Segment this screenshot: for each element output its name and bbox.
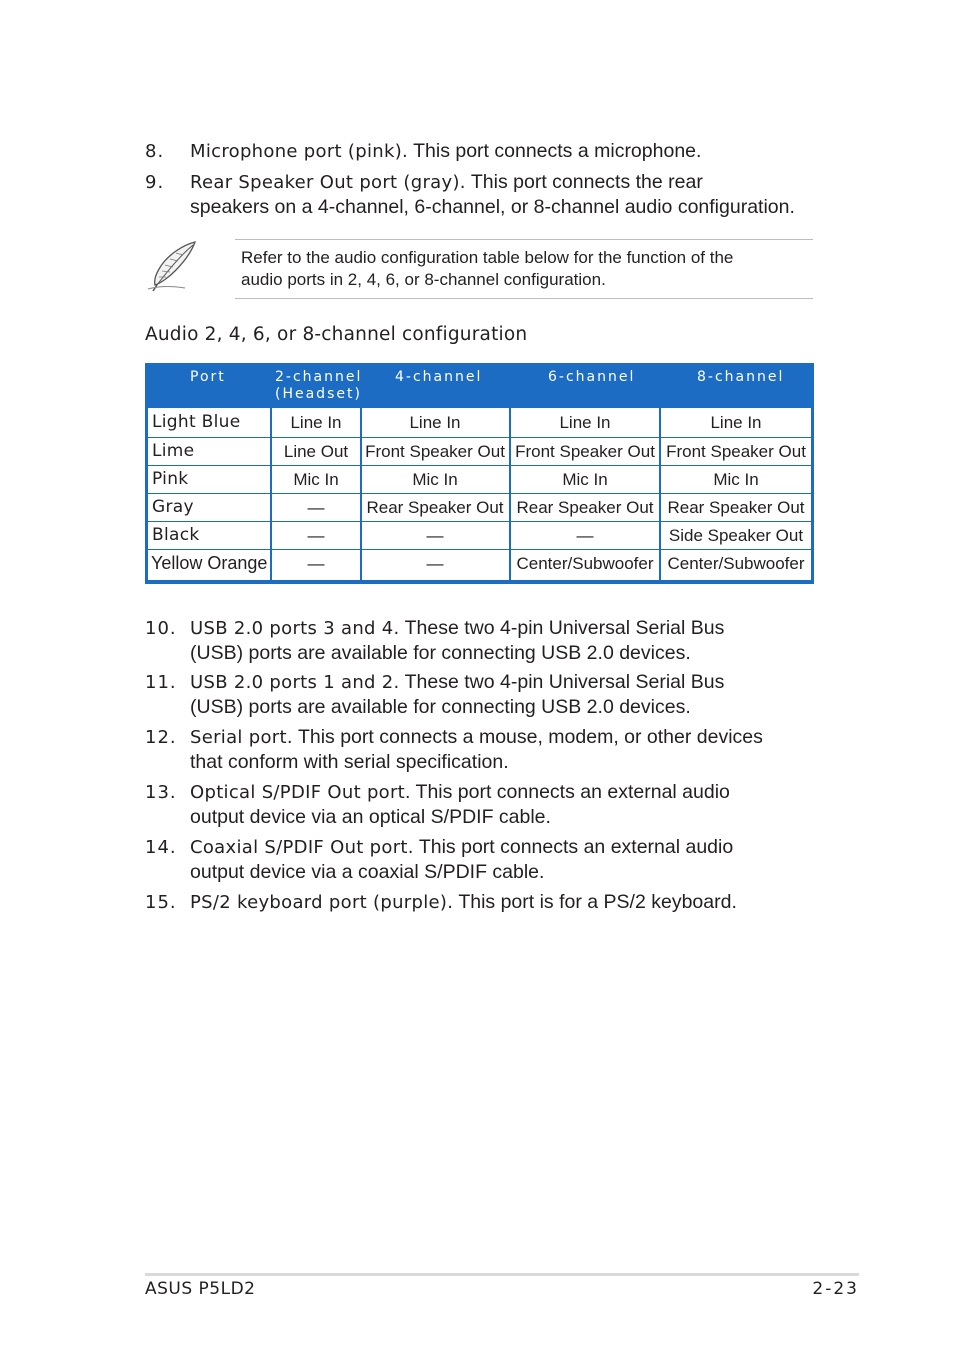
cell-port: Pink: [152, 469, 189, 489]
cell-2ch: Mic In: [293, 470, 339, 489]
item-heading: USB 2.0 ports 3 and 4.: [190, 618, 400, 639]
row-divider: [148, 493, 811, 494]
cell-6ch: Mic In: [562, 470, 608, 489]
list-item-usb-ports-1-2: [145, 670, 825, 719]
cell-2ch: —: [307, 526, 325, 545]
cell-2ch: —: [307, 554, 325, 573]
item-heading: USB 2.0 ports 1 and 2.: [190, 672, 400, 693]
note-text: [241, 247, 811, 291]
column-divider: [360, 408, 362, 580]
item-heading: Coaxial S/PDIF Out port.: [190, 837, 414, 858]
header-port: Port: [190, 369, 226, 385]
cell-port: Yellow Orange: [151, 553, 268, 573]
cell-2ch: Line In: [290, 413, 342, 432]
header-2-channel: [275, 369, 362, 403]
item-heading: Rear Speaker Out port (gray).: [190, 172, 466, 193]
list-item-rear-speaker-port: [145, 170, 825, 219]
list-item-ps2-keyboard: [145, 890, 825, 915]
item-heading: PS/2 keyboard port (purple).: [190, 892, 454, 913]
item-body: This port connects an external audio: [413, 836, 734, 858]
item-continuation: output device via a coaxial S/PDIF cable.: [190, 861, 545, 883]
item-continuation: output device via an optical S/PDIF cable.: [190, 806, 551, 828]
table-header: [145, 363, 814, 407]
note-line-1: Refer to the audio configuration table below for the function of the: [241, 248, 734, 267]
row-divider: [148, 549, 811, 550]
list-item-usb-ports-3-4: [145, 616, 825, 665]
note-line-2: audio ports in 2, 4, 6, or 8-channel configuration.: [241, 270, 606, 289]
footer-rule: [145, 1273, 859, 1276]
item-continuation: speakers on a 4-channel, 6-channel, or 8-channel audio configuration.: [190, 196, 795, 218]
table-row: [148, 466, 811, 493]
table-row: [148, 409, 811, 436]
item-number: 12.: [145, 727, 177, 748]
footer-page-number: 2-23: [812, 1279, 859, 1299]
item-body: These two 4-pin Universal Serial Bus: [399, 617, 725, 639]
header-2-channel-line2: (Headset): [275, 386, 362, 402]
cell-6ch: Rear Speaker Out: [516, 498, 654, 517]
cell-port: Lime: [152, 441, 195, 461]
cell-4ch: Line In: [409, 413, 461, 432]
table-row: [148, 438, 811, 465]
table-row: [148, 550, 811, 577]
item-body: . This port connects an external audio: [405, 781, 730, 803]
item-number: 14.: [145, 837, 177, 858]
item-body: This port connects a microphone.: [408, 140, 702, 162]
section-title: Audio 2, 4, 6, or 8-channel configuration: [145, 324, 528, 345]
audio-config-table: [145, 363, 814, 584]
cell-port: Gray: [152, 497, 194, 517]
item-body: This port connects a mouse, modem, or other devices: [292, 726, 763, 748]
cell-8ch: Mic In: [713, 470, 759, 489]
item-number: 15.: [145, 892, 177, 913]
cell-2ch: —: [307, 498, 325, 517]
header-4-channel: 4-channel: [395, 369, 483, 385]
table-body: [148, 408, 811, 580]
list-item-serial-port: [145, 725, 825, 774]
cell-8ch: Front Speaker Out: [666, 442, 806, 461]
item-continuation: (USB) ports are available for connecting USB 2.0 devices.: [190, 696, 691, 718]
item-number: 8.: [145, 141, 165, 162]
cell-4ch: —: [426, 526, 444, 545]
row-divider: [148, 465, 811, 466]
item-continuation: that conform with serial specification.: [190, 751, 509, 773]
item-heading: Microphone port (pink).: [190, 141, 409, 162]
column-divider: [270, 408, 272, 580]
cell-4ch: Front Speaker Out: [365, 442, 505, 461]
feather-pen-icon: [145, 239, 201, 295]
row-divider: [148, 437, 811, 438]
header-6-channel: 6-channel: [548, 369, 636, 385]
row-divider: [148, 521, 811, 522]
list-item-microphone-port: [145, 139, 825, 164]
header-2-channel-line1: 2-channel: [275, 369, 363, 385]
item-number: 10.: [145, 618, 177, 639]
cell-2ch: Line Out: [283, 442, 349, 461]
item-body: This port is for a PS/2 keyboard.: [453, 891, 737, 913]
cell-6ch: Front Speaker Out: [515, 442, 655, 461]
note-frame: [235, 239, 813, 299]
cell-4ch: Rear Speaker Out: [366, 498, 504, 517]
list-item-optical-spdif: [145, 780, 825, 829]
item-heading: Optical S/PDIF Out port: [190, 782, 406, 803]
cell-8ch: Side Speaker Out: [668, 526, 804, 545]
table-row: [148, 494, 811, 521]
note-box: [145, 239, 815, 301]
cell-port: Light Blue: [152, 412, 241, 432]
cell-6ch: Center/Subwoofer: [516, 554, 654, 573]
item-number: 13.: [145, 782, 177, 803]
cell-8ch: Line In: [710, 413, 762, 432]
item-number: 11.: [145, 672, 177, 693]
item-body: These two 4-pin Universal Serial Bus: [399, 671, 725, 693]
column-divider: [509, 408, 511, 580]
table-row: [148, 522, 811, 549]
footer-product-name: ASUS P5LD2: [145, 1279, 256, 1299]
cell-6ch: Line In: [559, 413, 611, 432]
item-body: This port connects the rear: [465, 171, 703, 193]
cell-8ch: Rear Speaker Out: [667, 498, 805, 517]
header-8-channel: 8-channel: [697, 369, 785, 385]
cell-port: Black: [152, 525, 200, 545]
cell-8ch: Center/Subwoofer: [667, 554, 805, 573]
column-divider: [659, 408, 661, 580]
cell-4ch: Mic In: [412, 470, 458, 489]
list-item-coaxial-spdif: [145, 835, 825, 884]
cell-4ch: —: [426, 554, 444, 573]
item-heading: Serial port.: [190, 727, 293, 748]
item-number: 9.: [145, 172, 165, 193]
item-continuation: (USB) ports are available for connecting USB 2.0 devices.: [190, 642, 691, 664]
cell-6ch: —: [576, 526, 594, 545]
